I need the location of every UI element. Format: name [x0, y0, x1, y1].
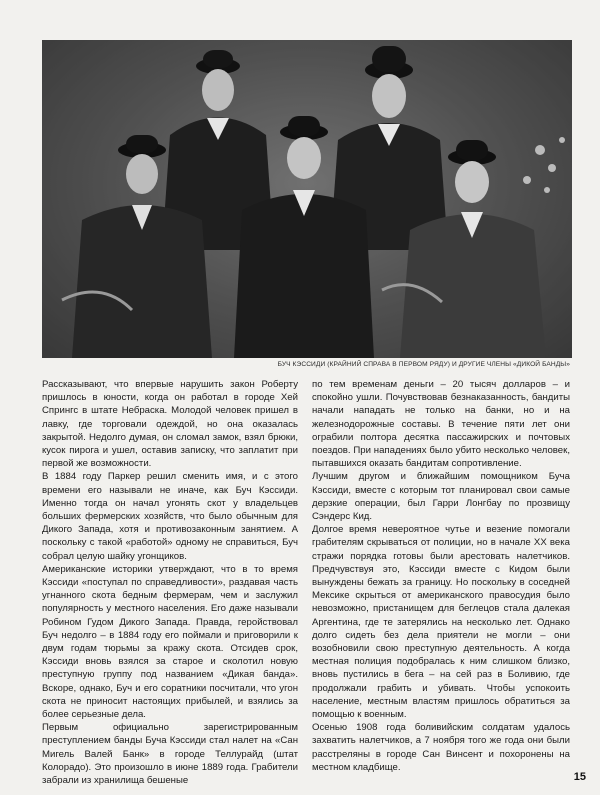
paragraph: Осенью 1908 года боливийским солдатам удалось захватить налетчиков, а 7 ноября того же года они были расстреляны в городе Сан Винсент и похоронены на местном кладбище. — [312, 722, 570, 773]
page-number: 15 — [573, 771, 586, 783]
paragraph: Долгое время невероятное чутье и везение помогали грабителям скрываться от полиции, но в начале XX века стражи порядка готовы были арестовать налетчиков. Предчувствуя это, Кэссиди вместе с Кидом были вынуждены бежать за границу. Но поскольку в соседней Мексике скрыться от американского правосудия было невозможно, пристанищем для беглецов стала далекая Аргентина, где те затерялись на несколько лет. Однако долго сидеть без дела приятели не могли – они возобновили свою преступную деятельность. А когда местная полиция подобралась к ним слишком близко, вновь пустились в бега – на сей раз в Боливию, где продолжали грабить и убивать. Чтобы успокоить население, местным властям пришлось обратиться за помощью к военным. — [312, 524, 570, 721]
paragraph: Первым официально зарегистрированным преступлением банды Буча Кэссиди стал налет на «Сан Мигель Валей Банк» в городе Теллурайд (штат Колорадо). Это произошло в июне 1889 года. Грабители забрали из хранилища бешеные — [42, 722, 298, 787]
article-left-column — [42, 378, 298, 787]
paragraph: Рассказывают, что впервые нарушить закон Роберту пришлось в юности, когда он работал в городе Хей Спрингс в штате Небраска. Молодой человек пришел в лавку, где торговали одеждой, но она оказалась закрытой. Недолго думая, он сломал замок, взял брюки, кусок пирога и ушел, оставив записку, что заплатит при первой же возможности. — [42, 379, 298, 470]
article-right-column — [312, 378, 570, 774]
paragraph: Американские историки утверждают, что в то время Кэссиди «поступал по справедливости», раздавая часть угнанного скота бедным фермерам, чем и заслужил популярность у местного населения. Его даже называли Робином Гудом Дикого Запада. Правда, геройствовал Буч недолго – в 1884 году его поймали и приговорили к двум годам тюрьмы за кражу скота. Отсидев срок, Кэссиди вновь взялся за старое и сколотил новую преступную группу под названием «Дикая банда». Вскоре, однако, Буч и его соратники посчитали, что угон скота не приносит настоящих прибылей, и взялись за более серьезные дела. — [42, 563, 298, 721]
paragraph: В 1884 году Паркер решил сменить имя, и с этого времени его называли не иначе, как Буч Кэссиди. Именно тогда он начал угонять скот у владельцев больших фермерских хозяйств, что было обычным для Дикого Запада, хотя и противозаконным занятием. А поскольку с такой «работой» одному не справиться, Буч собрал целую шайку угонщиков. — [42, 471, 298, 562]
paragraph: по тем временам деньги – 20 тысяч долларов – и спокойно ушли. Почувствовав безнаказанность, бандиты начали нападать не только на банки, но и на железнодорожные составы. В течение пяти лет они ограбили полтора десятка пассажирских и почтовых поездов. При нападениях было убито несколько человек, пытавшихся оказать бандитам сопротивление. — [312, 379, 570, 470]
photo-illustration — [42, 40, 572, 358]
photo-caption: БУЧ КЭССИДИ (КРАЙНИЙ СПРАВА В ПЕРВОМ РЯДУ) И ДРУГИЕ ЧЛЕНЫ «ДИКОЙ БАНДЫ» — [277, 361, 570, 368]
paragraph: Лучшим другом и ближайшим помощником Буча Кэссиди, вместе с которым тот планировал свои самые дерзкие операции, был Гарри Лонгбау по прозвищу Сэндерс Кид. — [312, 471, 570, 523]
historical-group-photo — [42, 40, 572, 358]
